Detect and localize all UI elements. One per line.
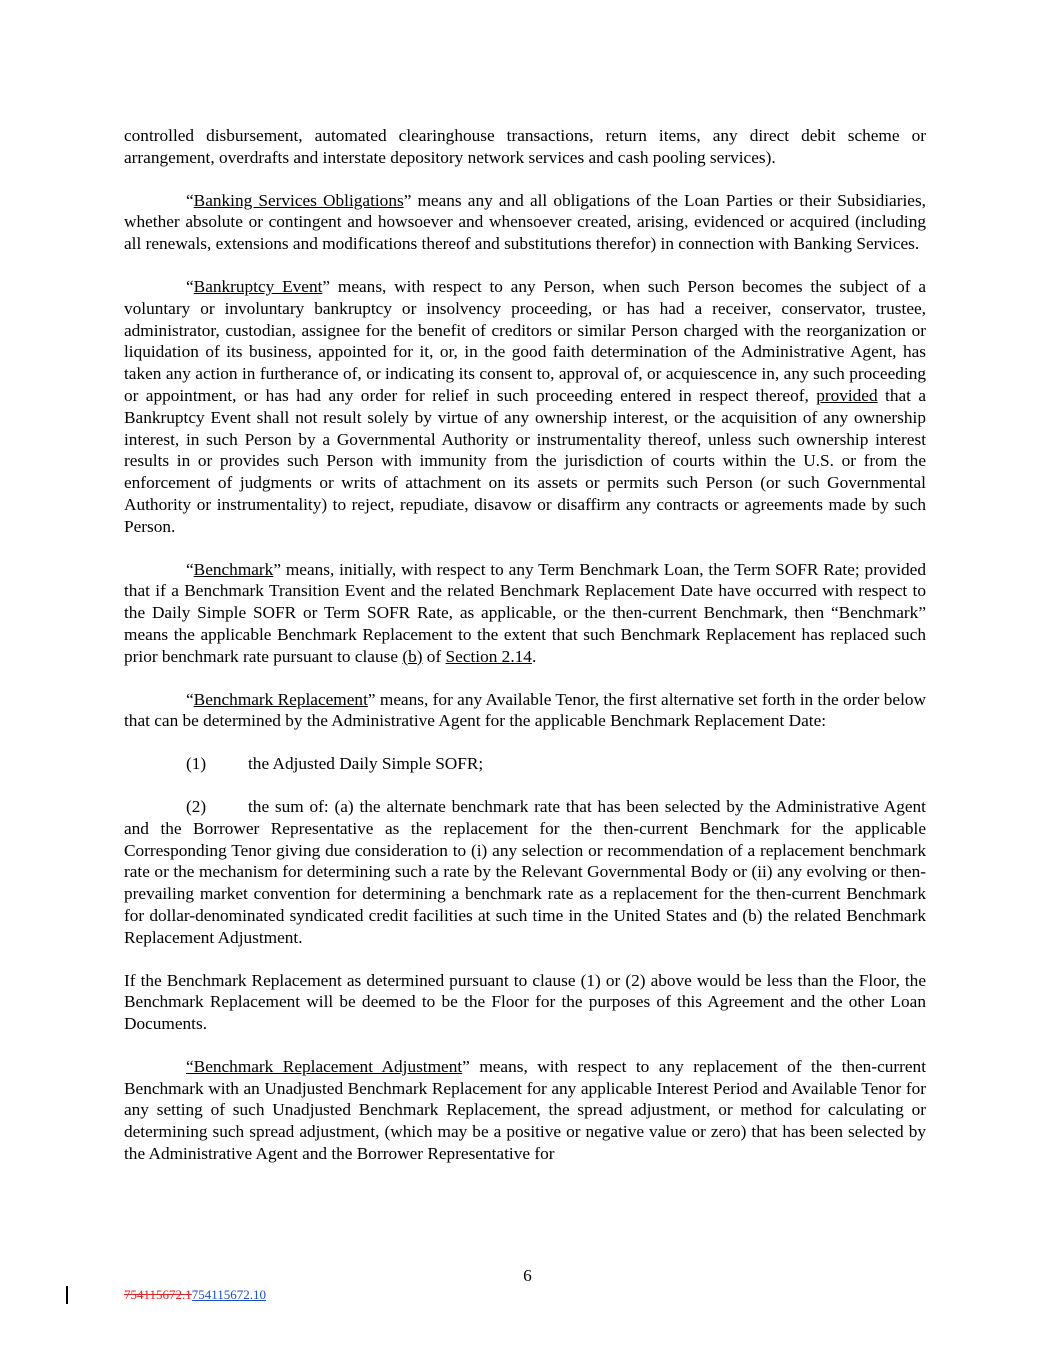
revision-change-bar [66, 1286, 68, 1304]
item-number: (2) [186, 796, 207, 816]
connector-text: of [422, 646, 446, 666]
item-number: (1) [186, 754, 207, 774]
definition-text: ” means, with respect to any Person, when such Person becomes the subject of a voluntary or involuntary bankruptcy or insolvency proceeding, or has had a receiver, conservator, trustee, administrator, custodian, assignee for the benefit of creditors or similar Person charged with the reorganization or liquidation of its business, appointed for it, or, in the good faith determination of the Administrative Agent, has taken any action in furtherance of, or indicating its consent to, approval of, or acquiescence in, any such proceeding or appointment, or has had any order for relief in such proceeding entered in respect thereof, [124, 276, 926, 405]
defined-term: Benchmark Replacement [193, 689, 368, 709]
clause-reference: (b) [402, 646, 423, 666]
proviso-term: provided [816, 385, 878, 405]
definition-text: ” means, for any Available Tenor, the first alternative set forth in the order below that can be determined by the Administrative Agent for the applicable Benchmark Replacement Date: [124, 689, 926, 731]
defined-term: “Benchmark Replacement Adjustment [186, 1056, 463, 1076]
page-number: 6 [523, 1266, 532, 1285]
document-body [124, 125, 926, 1186]
defined-term: Benchmark [193, 559, 274, 579]
definition-benchmark-replacement [124, 689, 926, 733]
definition-text: ” means any and all obligations of the Loan Parties or their Subsidiaries, whether absolute or contingent and howsoever and whensoever created, arising, evidenced or acquired (including all renewals, extensions and modifications thereof and substitutions therefor) in connection with Banking Services. [124, 190, 926, 254]
open-quote: “ [186, 559, 194, 579]
list-item-2 [124, 796, 926, 949]
definition-text: ” means, with respect to any replacement of the then-current Benchmark with an Unadjusted Benchmark Replacement for any applicable Interest Period and Available Tenor for any setting of such Unadjusted Benchmark Replacement, the spread adjustment, or method for calculating or determining such spread adjustment, (which may be a positive or negative value or zero) that has been selected by the Administrative Agent and the Borrower Representative for [124, 1056, 927, 1164]
item-text: the Adjusted Daily Simple SOFR; [248, 754, 484, 774]
floor-paragraph [124, 970, 926, 1035]
definition-benchmark-replacement-adjustment [124, 1056, 926, 1165]
open-quote: “ [186, 689, 194, 709]
paragraph-continuation [124, 125, 926, 169]
open-quote: “ [186, 190, 194, 210]
document-id [124, 1287, 266, 1303]
deleted-doc-id: 754115672.1 [124, 1287, 192, 1302]
defined-term: Banking Services Obligations [193, 190, 404, 210]
paragraph-text: If the Benchmark Replacement as determined pursuant to clause (1) or (2) above would be less than the Floor, the Benchmark Replacement will be deemed to be the Floor for the purposes of this Agreement and the other Loan Documents. [124, 970, 926, 1034]
list-item-1 [124, 753, 926, 775]
inserted-doc-id: 754115672.10 [191, 1287, 267, 1302]
definition-text: ” means, initially, with respect to any Term Benchmark Loan, the Term SOFR Rate; provided that if a Benchmark Transition Event and the related Benchmark Replacement Date have occurred with respect to the Daily Simple SOFR or Term SOFR Rate, as applicable, or the then-current Benchmark, then “Benchmark” means the applicable Benchmark Replacement to the extent that such Benchmark Replacement has replaced such prior benchmark rate pursuant to clause [124, 559, 926, 666]
definition-banking-services-obligations [124, 190, 926, 255]
period: . [531, 646, 537, 666]
definition-benchmark [124, 559, 926, 668]
defined-term: Bankruptcy Event [193, 276, 323, 296]
definition-bankruptcy-event [124, 276, 926, 538]
item-text: the sum of: (a) the alternate benchmark rate that has been selected by the Administrative Agent and the Borrower Representative as the replacement for the then-current Benchmark for the applicable Corresponding Tenor giving due consideration to (i) any selection or recommendation of a replacement benchmark rate or the mechanism for determining such a rate by the Relevant Governmental Body or (ii) any evolving or then-prevailing market convention for determining a benchmark rate as a replacement for the then-current Benchmark for dollar-denominated syndicated credit facilities at such time in the United States and (b) the related Benchmark Replacement Adjustment. [124, 796, 926, 947]
open-quote: “ [186, 276, 194, 296]
definition-text: that a Bankruptcy Event shall not result solely by virtue of any ownership interest, or the acquisition of any ownership interest, in such Person by a Governmental Authority or instrumentality thereof, unless such ownership interest results in or provides such Person with immunity from the jurisdiction of courts within the U.S. or from the enforcement of judgments or writs of attachment on its assets or permits such Person (or such Governmental Authority or instrumentality) to reject, repudiate, disavow or disaffirm any contracts or agreements made by such Person. [124, 385, 926, 536]
section-reference: Section 2.14 [445, 646, 532, 666]
paragraph-text: controlled disbursement, automated clearinghouse transactions, return items, any direct debit scheme or arrangement, overdrafts and interstate depository network services and cash pooling services). [124, 126, 926, 167]
